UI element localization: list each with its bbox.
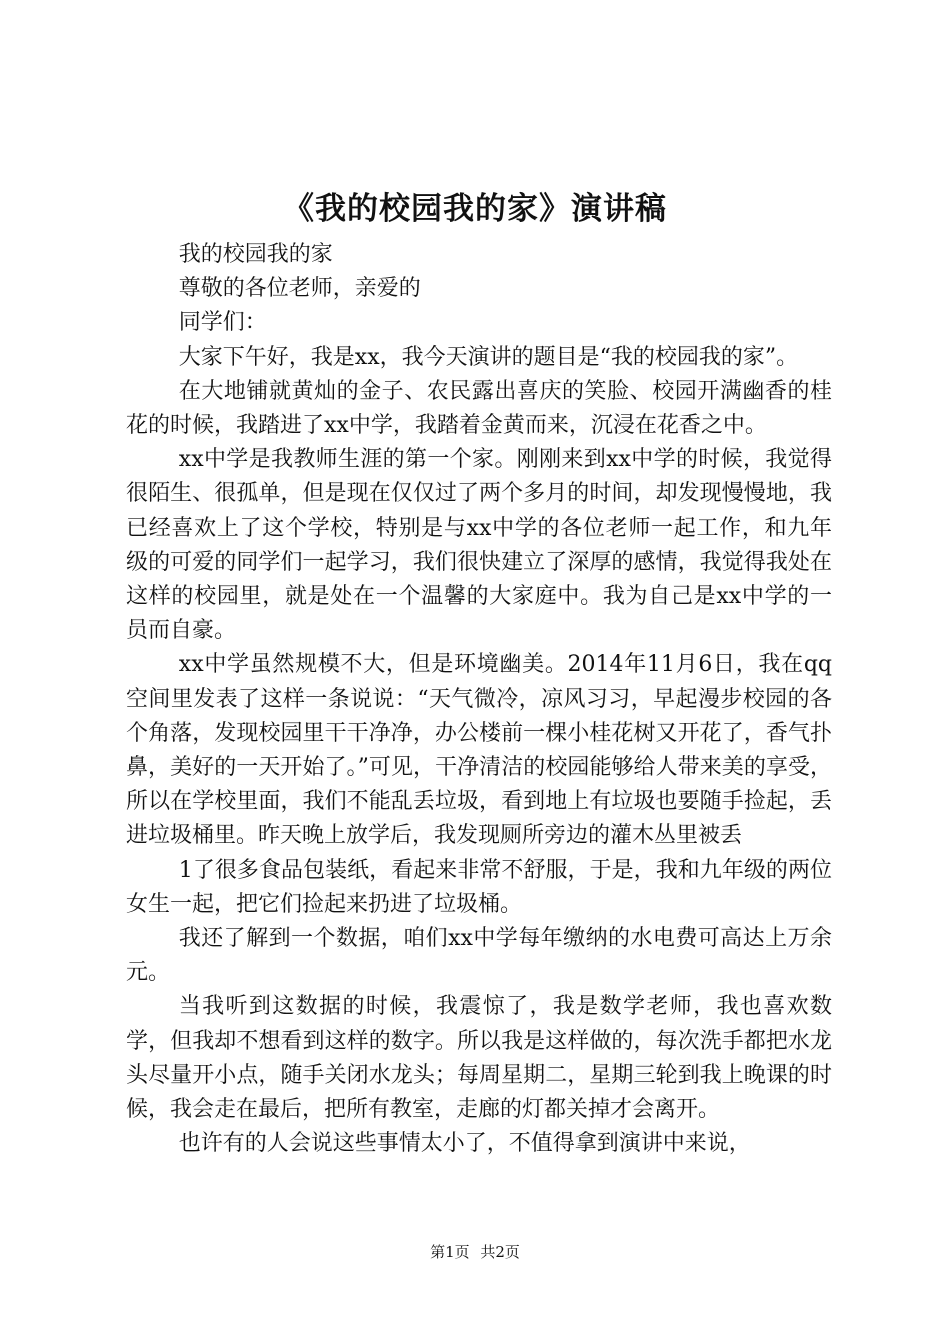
paragraph: 在大地铺就黄灿的金子、农民露出喜庆的笑脸、校园开满幽香的桂花的时候，我踏进了xx中学，我踏着金黄而来，沉浸在花香之中。 (126, 378, 832, 439)
document-title: 《我的校园我的家》演讲稿 (283, 191, 667, 227)
paragraph: 尊敬的各位老师，亲爱的 (178, 276, 421, 302)
page-total: 共2页 (480, 1243, 520, 1261)
paragraph: xx中学是我教师生涯的第一个家。刚刚来到xx中学的时候，我觉得很陌生、很孤单，但是现在仅仅过了两个多月的时间，却发现慢慢地，我已经喜欢上了这个学校，特别是与xx中学的各位老师一起工作，和九年级的可爱的同学们一起学习，我们很快建立了深厚的感情，我觉得我处在这样的校园里，就是处在一个温馨的大家庭中。我为自己是xx中学的一员而自豪。 (126, 447, 832, 644)
page-footer (0, 1241, 950, 1263)
paragraph: 我还了解到一个数据，咱们xx中学每年缴纳的水电费可高达上万余元。 (126, 926, 832, 986)
paragraph: xx中学虽然规模不大，但是环境幽美。2014年11月6日，我在qq空间里发表了这样一条说说：“天气微冷，凉风习习，早起漫步校园的各个角落，发现校园里干干净净，办公楼前一棵小桂花树又开花了，香气扑鼻，美好的一天开始了。”可见，干净清洁的校园能够给人带来美的享受，所以在学校里面，我们不能乱丢垃圾，看到地上有垃圾也要随手捡起，丢进垃圾桶里。昨天晚上放学后，我发现厕所旁边的灌木丛里被丢 (126, 652, 832, 849)
paragraph: 当我听到这数据的时候，我震惊了，我是数学老师，我也喜欢数学，但我却不想看到这样的数字。所以我是这样做的，每次洗手都把水龙头尽量开小点，随手关闭水龙头；每周星期二，星期三轮到我上晚课的时候，我会走在最后，把所有教室，走廊的灯都关掉才会离开。 (126, 994, 832, 1123)
paragraph: 也许有的人会说这些事情太小了，不值得拿到演讲中来说， (178, 1131, 751, 1157)
paragraph: 我的校园我的家 (178, 242, 333, 267)
paragraph: 1了很多食品包装纸，看起来非常不舒服，于是，我和九年级的两位女生一起，把它们捡起来扔进了垃圾桶。 (126, 857, 832, 917)
paragraph: 大家下午好，我是xx，我今天演讲的题目是“我的校园我的家”。 (178, 344, 799, 370)
page-number: 第1页 (430, 1243, 470, 1261)
document-body (126, 238, 832, 1161)
paragraph: 同学们： (178, 310, 267, 336)
